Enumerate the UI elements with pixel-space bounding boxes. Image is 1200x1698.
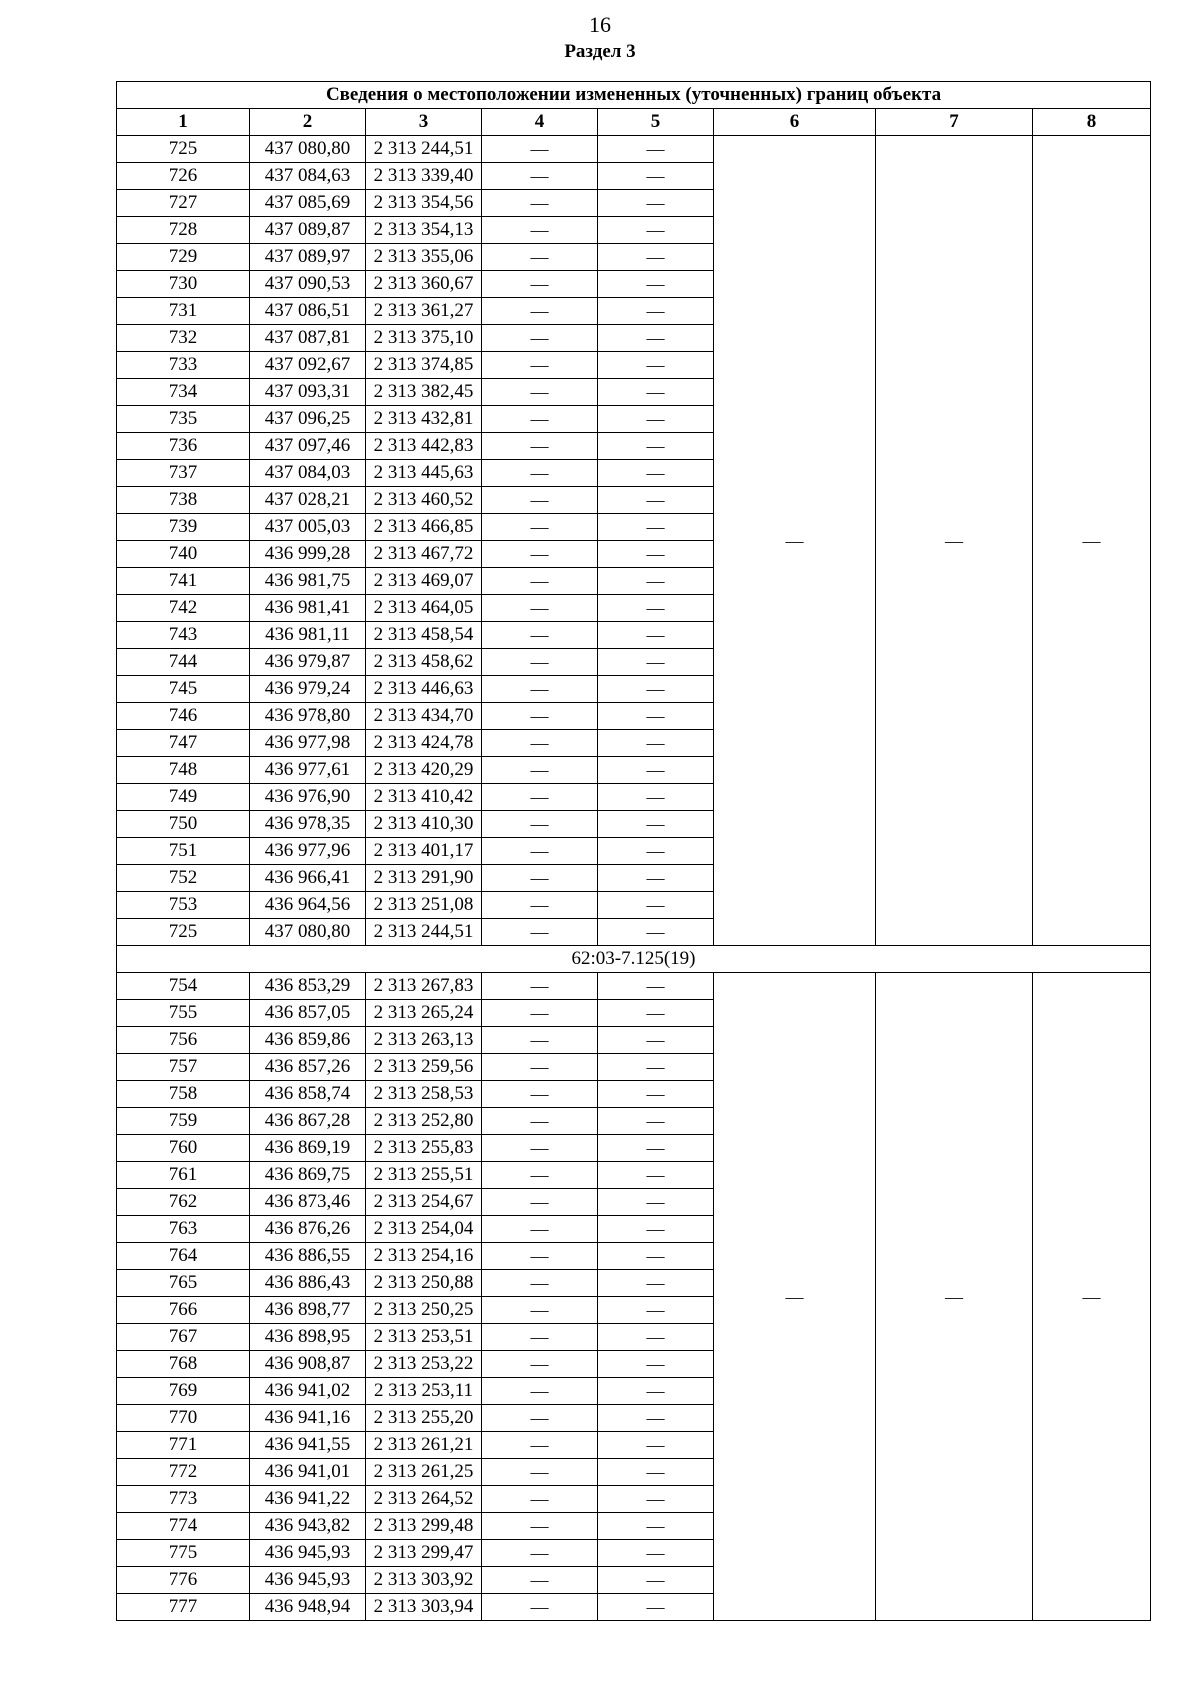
x-coordinate-cell: 436 999,28 <box>250 541 366 568</box>
x-coordinate-cell: 437 080,80 <box>250 136 366 163</box>
x-coordinate-cell: 436 941,02 <box>250 1378 366 1405</box>
y-coordinate-cell: 2 313 254,16 <box>366 1243 482 1270</box>
point-number-cell: 770 <box>117 1405 250 1432</box>
y-coordinate-cell: 2 313 250,88 <box>366 1270 482 1297</box>
point-number-cell: 767 <box>117 1324 250 1351</box>
point-number-cell: 761 <box>117 1162 250 1189</box>
dash-cell: — <box>598 1000 714 1027</box>
x-coordinate-cell: 436 977,98 <box>250 730 366 757</box>
dash-cell: — <box>482 514 598 541</box>
y-coordinate-cell: 2 313 382,45 <box>366 379 482 406</box>
dash-cell: — <box>482 1108 598 1135</box>
point-number-cell: 725 <box>117 919 250 946</box>
dash-cell: — <box>598 973 714 1000</box>
x-coordinate-cell: 437 090,53 <box>250 271 366 298</box>
x-coordinate-cell: 436 981,41 <box>250 595 366 622</box>
point-number-cell: 743 <box>117 622 250 649</box>
y-coordinate-cell: 2 313 299,47 <box>366 1540 482 1567</box>
point-number-cell: 777 <box>117 1594 250 1621</box>
x-coordinate-cell: 436 945,93 <box>250 1567 366 1594</box>
dash-cell: — <box>482 1405 598 1432</box>
merged-dash-cell: — <box>876 973 1033 1621</box>
merged-dash-cell: — <box>1033 136 1151 946</box>
dash-cell: — <box>482 838 598 865</box>
point-number-cell: 733 <box>117 352 250 379</box>
y-coordinate-cell: 2 313 432,81 <box>366 406 482 433</box>
point-number-cell: 745 <box>117 676 250 703</box>
y-coordinate-cell: 2 313 267,83 <box>366 973 482 1000</box>
y-coordinate-cell: 2 313 354,56 <box>366 190 482 217</box>
y-coordinate-cell: 2 313 442,83 <box>366 433 482 460</box>
point-number-cell: 744 <box>117 649 250 676</box>
y-coordinate-cell: 2 313 244,51 <box>366 919 482 946</box>
point-number-cell: 765 <box>117 1270 250 1297</box>
dash-cell: — <box>598 406 714 433</box>
y-coordinate-cell: 2 313 299,48 <box>366 1513 482 1540</box>
dash-cell: — <box>598 1351 714 1378</box>
dash-cell: — <box>482 1567 598 1594</box>
x-coordinate-cell: 436 869,19 <box>250 1135 366 1162</box>
dash-cell: — <box>598 1405 714 1432</box>
dash-cell: — <box>598 1432 714 1459</box>
point-number-cell: 742 <box>117 595 250 622</box>
x-coordinate-cell: 436 886,43 <box>250 1270 366 1297</box>
point-number-cell: 773 <box>117 1486 250 1513</box>
dash-cell: — <box>598 244 714 271</box>
dash-cell: — <box>482 1513 598 1540</box>
x-coordinate-cell: 437 089,97 <box>250 244 366 271</box>
dash-cell: — <box>482 1054 598 1081</box>
dash-cell: — <box>482 1378 598 1405</box>
point-number-cell: 735 <box>117 406 250 433</box>
dash-cell: — <box>482 190 598 217</box>
dash-cell: — <box>482 1243 598 1270</box>
dash-cell: — <box>482 1027 598 1054</box>
y-coordinate-cell: 2 313 469,07 <box>366 568 482 595</box>
y-coordinate-cell: 2 313 401,17 <box>366 838 482 865</box>
dash-cell: — <box>482 757 598 784</box>
point-number-cell: 731 <box>117 298 250 325</box>
x-coordinate-cell: 436 977,61 <box>250 757 366 784</box>
point-number-cell: 769 <box>117 1378 250 1405</box>
table-row <box>117 973 1151 1000</box>
point-number-cell: 737 <box>117 460 250 487</box>
column-header: 8 <box>1033 109 1151 136</box>
dash-cell: — <box>482 406 598 433</box>
y-coordinate-cell: 2 313 424,78 <box>366 730 482 757</box>
point-number-cell: 730 <box>117 271 250 298</box>
dash-cell: — <box>598 1324 714 1351</box>
dash-cell: — <box>598 1540 714 1567</box>
dash-cell: — <box>482 1135 598 1162</box>
y-coordinate-cell: 2 313 360,67 <box>366 271 482 298</box>
y-coordinate-cell: 2 313 255,20 <box>366 1405 482 1432</box>
x-coordinate-cell: 436 978,80 <box>250 703 366 730</box>
y-coordinate-cell: 2 313 467,72 <box>366 541 482 568</box>
y-coordinate-cell: 2 313 375,10 <box>366 325 482 352</box>
x-coordinate-cell: 437 096,25 <box>250 406 366 433</box>
dash-cell: — <box>482 460 598 487</box>
dash-cell: — <box>598 1243 714 1270</box>
dash-cell: — <box>598 1459 714 1486</box>
dash-cell: — <box>598 1081 714 1108</box>
x-coordinate-cell: 436 857,26 <box>250 1054 366 1081</box>
y-coordinate-cell: 2 313 254,04 <box>366 1216 482 1243</box>
x-coordinate-cell: 437 084,03 <box>250 460 366 487</box>
x-coordinate-cell: 436 859,86 <box>250 1027 366 1054</box>
dash-cell: — <box>598 1270 714 1297</box>
dash-cell: — <box>482 1270 598 1297</box>
x-coordinate-cell: 436 979,24 <box>250 676 366 703</box>
dash-cell: — <box>482 1216 598 1243</box>
point-number-cell: 775 <box>117 1540 250 1567</box>
point-number-cell: 764 <box>117 1243 250 1270</box>
point-number-cell: 746 <box>117 703 250 730</box>
y-coordinate-cell: 2 313 374,85 <box>366 352 482 379</box>
y-coordinate-cell: 2 313 251,08 <box>366 892 482 919</box>
boundary-coordinates-table <box>116 81 1151 1621</box>
point-number-cell: 755 <box>117 1000 250 1027</box>
dash-cell: — <box>482 1324 598 1351</box>
x-coordinate-cell: 436 941,01 <box>250 1459 366 1486</box>
dash-cell: — <box>598 1189 714 1216</box>
group-label-row <box>117 946 1151 973</box>
dash-cell: — <box>482 271 598 298</box>
point-number-cell: 741 <box>117 568 250 595</box>
dash-cell: — <box>482 703 598 730</box>
dash-cell: — <box>598 676 714 703</box>
dash-cell: — <box>482 784 598 811</box>
x-coordinate-cell: 436 908,87 <box>250 1351 366 1378</box>
table-caption: Сведения о местоположении измененных (уточненных) границ объекта <box>117 82 1151 109</box>
dash-cell: — <box>598 1054 714 1081</box>
column-header: 1 <box>117 109 250 136</box>
table-row <box>117 136 1151 163</box>
dash-cell: — <box>598 514 714 541</box>
point-number-cell: 760 <box>117 1135 250 1162</box>
dash-cell: — <box>482 649 598 676</box>
y-coordinate-cell: 2 313 460,52 <box>366 487 482 514</box>
dash-cell: — <box>482 1189 598 1216</box>
y-coordinate-cell: 2 313 258,53 <box>366 1081 482 1108</box>
y-coordinate-cell: 2 313 265,24 <box>366 1000 482 1027</box>
dash-cell: — <box>482 1351 598 1378</box>
x-coordinate-cell: 436 981,75 <box>250 568 366 595</box>
y-coordinate-cell: 2 313 259,56 <box>366 1054 482 1081</box>
dash-cell: — <box>598 1567 714 1594</box>
dash-cell: — <box>598 163 714 190</box>
point-number-cell: 748 <box>117 757 250 784</box>
dash-cell: — <box>482 865 598 892</box>
column-header: 4 <box>482 109 598 136</box>
x-coordinate-cell: 436 857,05 <box>250 1000 366 1027</box>
dash-cell: — <box>598 190 714 217</box>
point-number-cell: 728 <box>117 217 250 244</box>
y-coordinate-cell: 2 313 254,67 <box>366 1189 482 1216</box>
point-number-cell: 756 <box>117 1027 250 1054</box>
dash-cell: — <box>598 1486 714 1513</box>
y-coordinate-cell: 2 313 303,92 <box>366 1567 482 1594</box>
point-number-cell: 772 <box>117 1459 250 1486</box>
x-coordinate-cell: 437 097,46 <box>250 433 366 460</box>
dash-cell: — <box>598 865 714 892</box>
dash-cell: — <box>482 568 598 595</box>
y-coordinate-cell: 2 313 410,42 <box>366 784 482 811</box>
x-coordinate-cell: 437 005,03 <box>250 514 366 541</box>
y-coordinate-cell: 2 313 264,52 <box>366 1486 482 1513</box>
point-number-cell: 753 <box>117 892 250 919</box>
point-number-cell: 754 <box>117 973 250 1000</box>
y-coordinate-cell: 2 313 446,63 <box>366 676 482 703</box>
dash-cell: — <box>598 487 714 514</box>
y-coordinate-cell: 2 313 261,25 <box>366 1459 482 1486</box>
dash-cell: — <box>598 757 714 784</box>
dash-cell: — <box>482 136 598 163</box>
x-coordinate-cell: 437 028,21 <box>250 487 366 514</box>
x-coordinate-cell: 437 086,51 <box>250 298 366 325</box>
y-coordinate-cell: 2 313 445,63 <box>366 460 482 487</box>
dash-cell: — <box>598 433 714 460</box>
dash-cell: — <box>598 784 714 811</box>
dash-cell: — <box>482 919 598 946</box>
x-coordinate-cell: 436 873,46 <box>250 1189 366 1216</box>
dash-cell: — <box>482 730 598 757</box>
y-coordinate-cell: 2 313 250,25 <box>366 1297 482 1324</box>
x-coordinate-cell: 436 941,16 <box>250 1405 366 1432</box>
point-number-cell: 727 <box>117 190 250 217</box>
dash-cell: — <box>598 919 714 946</box>
y-coordinate-cell: 2 313 261,21 <box>366 1432 482 1459</box>
dash-cell: — <box>598 298 714 325</box>
y-coordinate-cell: 2 313 410,30 <box>366 811 482 838</box>
dash-cell: — <box>482 163 598 190</box>
x-coordinate-cell: 436 876,26 <box>250 1216 366 1243</box>
dash-cell: — <box>598 703 714 730</box>
x-coordinate-cell: 437 092,67 <box>250 352 366 379</box>
x-coordinate-cell: 436 977,96 <box>250 838 366 865</box>
dash-cell: — <box>482 1459 598 1486</box>
dash-cell: — <box>482 352 598 379</box>
dash-cell: — <box>482 244 598 271</box>
y-coordinate-cell: 2 313 339,40 <box>366 163 482 190</box>
y-coordinate-cell: 2 313 355,06 <box>366 244 482 271</box>
point-number-cell: 739 <box>117 514 250 541</box>
x-coordinate-cell: 437 093,31 <box>250 379 366 406</box>
y-coordinate-cell: 2 313 354,13 <box>366 217 482 244</box>
dash-cell: — <box>482 1081 598 1108</box>
point-number-cell: 776 <box>117 1567 250 1594</box>
column-header: 6 <box>714 109 876 136</box>
point-number-cell: 725 <box>117 136 250 163</box>
dash-cell: — <box>598 892 714 919</box>
point-number-cell: 757 <box>117 1054 250 1081</box>
section-title: Раздел 3 <box>564 41 636 62</box>
x-coordinate-cell: 436 886,55 <box>250 1243 366 1270</box>
point-number-cell: 740 <box>117 541 250 568</box>
x-coordinate-cell: 436 898,77 <box>250 1297 366 1324</box>
y-coordinate-cell: 2 313 420,29 <box>366 757 482 784</box>
dash-cell: — <box>598 1108 714 1135</box>
y-coordinate-cell: 2 313 244,51 <box>366 136 482 163</box>
dash-cell: — <box>482 541 598 568</box>
dash-cell: — <box>482 379 598 406</box>
dash-cell: — <box>598 622 714 649</box>
x-coordinate-cell: 437 080,80 <box>250 919 366 946</box>
x-coordinate-cell: 436 948,94 <box>250 1594 366 1621</box>
point-number-cell: 752 <box>117 865 250 892</box>
point-number-cell: 726 <box>117 163 250 190</box>
dash-cell: — <box>598 1513 714 1540</box>
dash-cell: — <box>598 352 714 379</box>
y-coordinate-cell: 2 313 255,51 <box>366 1162 482 1189</box>
y-coordinate-cell: 2 313 464,05 <box>366 595 482 622</box>
dash-cell: — <box>482 298 598 325</box>
table-body <box>117 136 1151 1621</box>
column-header: 2 <box>250 109 366 136</box>
x-coordinate-cell: 436 858,74 <box>250 1081 366 1108</box>
merged-dash-cell: — <box>714 136 876 946</box>
x-coordinate-cell: 436 979,87 <box>250 649 366 676</box>
dash-cell: — <box>598 595 714 622</box>
x-coordinate-cell: 436 981,11 <box>250 622 366 649</box>
point-number-cell: 734 <box>117 379 250 406</box>
y-coordinate-cell: 2 313 253,51 <box>366 1324 482 1351</box>
dash-cell: — <box>598 1162 714 1189</box>
point-number-cell: 766 <box>117 1297 250 1324</box>
dash-cell: — <box>482 487 598 514</box>
dash-cell: — <box>598 1594 714 1621</box>
x-coordinate-cell: 436 941,55 <box>250 1432 366 1459</box>
dash-cell: — <box>598 325 714 352</box>
point-number-cell: 736 <box>117 433 250 460</box>
y-coordinate-cell: 2 313 252,80 <box>366 1108 482 1135</box>
dash-cell: — <box>598 271 714 298</box>
y-coordinate-cell: 2 313 361,27 <box>366 298 482 325</box>
dash-cell: — <box>598 1378 714 1405</box>
point-number-cell: 732 <box>117 325 250 352</box>
dash-cell: — <box>598 541 714 568</box>
point-number-cell: 762 <box>117 1189 250 1216</box>
dash-cell: — <box>598 568 714 595</box>
x-coordinate-cell: 436 964,56 <box>250 892 366 919</box>
y-coordinate-cell: 2 313 253,22 <box>366 1351 482 1378</box>
point-number-cell: 758 <box>117 1081 250 1108</box>
point-number-cell: 759 <box>117 1108 250 1135</box>
x-coordinate-cell: 437 084,63 <box>250 163 366 190</box>
merged-dash-cell: — <box>714 973 876 1621</box>
dash-cell: — <box>598 811 714 838</box>
dash-cell: — <box>482 1000 598 1027</box>
x-coordinate-cell: 436 867,28 <box>250 1108 366 1135</box>
dash-cell: — <box>598 1297 714 1324</box>
dash-cell: — <box>482 811 598 838</box>
dash-cell: — <box>482 973 598 1000</box>
dash-cell: — <box>598 1135 714 1162</box>
y-coordinate-cell: 2 313 255,83 <box>366 1135 482 1162</box>
dash-cell: — <box>598 379 714 406</box>
dash-cell: — <box>482 217 598 244</box>
point-number-cell: 749 <box>117 784 250 811</box>
point-number-cell: 771 <box>117 1432 250 1459</box>
x-coordinate-cell: 436 898,95 <box>250 1324 366 1351</box>
point-number-cell: 763 <box>117 1216 250 1243</box>
dash-cell: — <box>482 892 598 919</box>
x-coordinate-cell: 436 941,22 <box>250 1486 366 1513</box>
merged-dash-cell: — <box>876 136 1033 946</box>
y-coordinate-cell: 2 313 466,85 <box>366 514 482 541</box>
dash-cell: — <box>598 1027 714 1054</box>
column-header: 3 <box>366 109 482 136</box>
column-header: 7 <box>876 109 1033 136</box>
point-number-cell: 747 <box>117 730 250 757</box>
dash-cell: — <box>482 622 598 649</box>
dash-cell: — <box>482 1162 598 1189</box>
y-coordinate-cell: 2 313 291,90 <box>366 865 482 892</box>
dash-cell: — <box>482 433 598 460</box>
y-coordinate-cell: 2 313 458,54 <box>366 622 482 649</box>
dash-cell: — <box>598 136 714 163</box>
x-coordinate-cell: 436 978,35 <box>250 811 366 838</box>
y-coordinate-cell: 2 313 303,94 <box>366 1594 482 1621</box>
dash-cell: — <box>482 676 598 703</box>
y-coordinate-cell: 2 313 263,13 <box>366 1027 482 1054</box>
dash-cell: — <box>598 217 714 244</box>
page-number: 16 <box>589 12 611 37</box>
dash-cell: — <box>598 1216 714 1243</box>
x-coordinate-cell: 436 869,75 <box>250 1162 366 1189</box>
dash-cell: — <box>482 1432 598 1459</box>
point-number-cell: 768 <box>117 1351 250 1378</box>
point-number-cell: 750 <box>117 811 250 838</box>
column-header: 5 <box>598 109 714 136</box>
dash-cell: — <box>482 1594 598 1621</box>
dash-cell: — <box>598 838 714 865</box>
column-header-row <box>117 109 1151 136</box>
y-coordinate-cell: 2 313 458,62 <box>366 649 482 676</box>
point-number-cell: 738 <box>117 487 250 514</box>
x-coordinate-cell: 436 976,90 <box>250 784 366 811</box>
dash-cell: — <box>482 1540 598 1567</box>
merged-dash-cell: — <box>1033 973 1151 1621</box>
dash-cell: — <box>482 1486 598 1513</box>
x-coordinate-cell: 437 089,87 <box>250 217 366 244</box>
x-coordinate-cell: 437 085,69 <box>250 190 366 217</box>
dash-cell: — <box>598 460 714 487</box>
x-coordinate-cell: 436 966,41 <box>250 865 366 892</box>
x-coordinate-cell: 436 943,82 <box>250 1513 366 1540</box>
x-coordinate-cell: 437 087,81 <box>250 325 366 352</box>
y-coordinate-cell: 2 313 253,11 <box>366 1378 482 1405</box>
dash-cell: — <box>482 1297 598 1324</box>
dash-cell: — <box>482 595 598 622</box>
group-label: 62:03-7.125(19) <box>117 946 1151 973</box>
point-number-cell: 729 <box>117 244 250 271</box>
y-coordinate-cell: 2 313 434,70 <box>366 703 482 730</box>
point-number-cell: 774 <box>117 1513 250 1540</box>
x-coordinate-cell: 436 853,29 <box>250 973 366 1000</box>
point-number-cell: 751 <box>117 838 250 865</box>
dash-cell: — <box>482 325 598 352</box>
dash-cell: — <box>598 730 714 757</box>
x-coordinate-cell: 436 945,93 <box>250 1540 366 1567</box>
dash-cell: — <box>598 649 714 676</box>
